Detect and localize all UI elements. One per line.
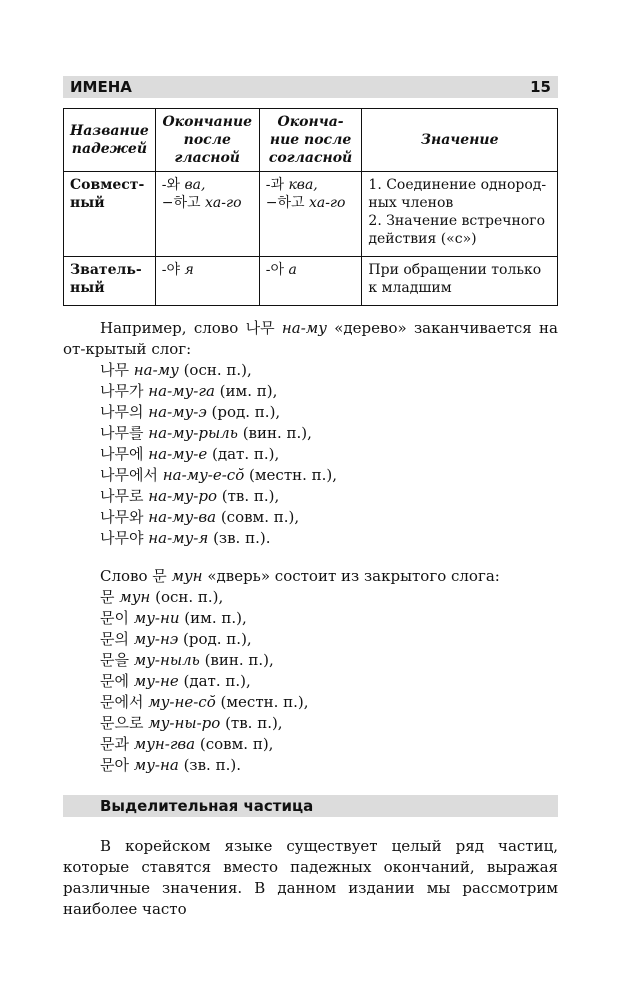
translit: на-му-я <box>148 529 209 547</box>
meaning-line: 1. Соединение однород-ных членов <box>368 177 547 211</box>
list-item <box>100 381 558 402</box>
ending-after-vowel <box>155 172 259 257</box>
case-gloss: (род. п.), <box>211 403 281 421</box>
korean-form: 문의 <box>100 630 129 648</box>
korean-form: 나무의 <box>100 403 144 421</box>
case-gloss: (род. п.), <box>183 630 252 648</box>
intro-text: Слово 문 <box>100 567 172 585</box>
translit: на-му-рыль <box>148 424 238 442</box>
translit: мун-гва <box>133 735 196 753</box>
ending-korean: -과 <box>265 177 284 193</box>
ending-after-consonant <box>259 172 362 257</box>
case-gloss: (им. п), <box>219 382 278 400</box>
ending-korean: -아 <box>265 262 284 278</box>
list-item <box>100 650 558 671</box>
table-row <box>64 257 558 306</box>
korean-form: 나무가 <box>100 382 144 400</box>
translit: му-ныль <box>133 651 200 669</box>
running-header <box>63 76 558 98</box>
korean-form: 문을 <box>100 651 129 669</box>
list-item <box>100 671 558 692</box>
korean-form: 문에 <box>100 672 129 690</box>
ending-after-vowel <box>155 257 259 306</box>
korean-form: 문이 <box>100 609 129 627</box>
korean-form: 나무와 <box>100 508 144 526</box>
declension-list-mun <box>100 587 558 776</box>
translit: на-му-ва <box>148 508 217 526</box>
list-item <box>100 486 558 507</box>
case-endings-table <box>63 108 558 306</box>
declension-list-namu <box>100 360 558 549</box>
intro-translit: мун <box>171 567 203 585</box>
intro-translit: на-му <box>281 319 327 337</box>
case-meaning <box>362 172 558 257</box>
korean-form: 나무를 <box>100 424 144 442</box>
intro-text: «дверь» состоит из закрытого слога: <box>202 567 500 585</box>
intro-text: «дерево» заканчивается на от-крытый слог: <box>63 319 558 358</box>
chapter-title: ИМЕНА <box>70 78 132 96</box>
section-heading: Выделительная частица <box>63 795 558 817</box>
list-item <box>100 629 558 650</box>
case-gloss: (осн. п.), <box>183 361 252 379</box>
korean-form: 문아 <box>100 756 129 774</box>
translit: на-му-э <box>148 403 207 421</box>
case-gloss: (местн. п.), <box>249 466 338 484</box>
translit: му-ни <box>133 609 180 627</box>
list-item <box>100 444 558 465</box>
ending-korean: -와 <box>161 177 181 193</box>
list-item <box>100 734 558 755</box>
list-item <box>100 692 558 713</box>
korean-form: 문 <box>100 588 115 606</box>
ending-translit: ква, <box>288 177 318 193</box>
translit: му-на <box>133 756 179 774</box>
header-after-vowel: Окончание после гласной <box>155 109 259 172</box>
list-item <box>100 528 558 549</box>
header-after-consonant: Оконча-ние после согласной <box>259 109 362 172</box>
table-header-row <box>64 109 558 172</box>
meaning-line: 2. Значение встречного действия («с») <box>368 213 546 247</box>
korean-form: 나무야 <box>100 529 144 547</box>
ending-translit: ха-го <box>308 195 346 211</box>
list-item <box>100 465 558 486</box>
translit: на-му-га <box>148 382 215 400</box>
korean-form: 나무로 <box>100 487 144 505</box>
ending-translit: ва, <box>184 177 206 193</box>
korean-form: 나무 <box>100 361 129 379</box>
case-meaning <box>362 257 558 306</box>
case-gloss: (дат. п.), <box>212 445 280 463</box>
table-row <box>64 172 558 257</box>
list-item <box>100 713 558 734</box>
case-name: Совмест-ный <box>64 172 156 257</box>
case-gloss: (зв. п.). <box>183 756 241 774</box>
korean-form: 나무에 <box>100 445 144 463</box>
korean-form: 문으로 <box>100 714 144 732</box>
korean-form: 문과 <box>100 735 129 753</box>
case-name: Зватель-ный <box>64 257 156 306</box>
translit: на-му-ро <box>148 487 217 505</box>
meaning-line: При обращении только к младшим <box>368 262 542 296</box>
translit: му-не-сŏ <box>148 693 216 711</box>
case-gloss: (дат. п.), <box>183 672 251 690</box>
ending-translit: а <box>288 262 297 278</box>
case-gloss: (вин. п.), <box>204 651 274 669</box>
translit: мун <box>119 588 151 606</box>
list-item <box>100 755 558 776</box>
translit: на-му-е-сŏ <box>162 466 245 484</box>
case-gloss: (совм. п), <box>199 735 274 753</box>
page-number: 15 <box>530 78 551 96</box>
translit: му-не <box>133 672 179 690</box>
case-gloss: (тв. п.), <box>225 714 283 732</box>
case-gloss: (совм. п.), <box>220 508 300 526</box>
ending-korean: −하고 <box>161 195 201 211</box>
ending-after-consonant <box>259 257 362 306</box>
translit: на-му-е <box>148 445 208 463</box>
translit: на-му <box>133 361 179 379</box>
list-item <box>100 608 558 629</box>
translit: му-ны-ро <box>148 714 221 732</box>
ending-korean: -야 <box>161 262 181 278</box>
intro-paragraph-1 <box>63 318 558 360</box>
case-gloss: (вин. п.), <box>242 424 312 442</box>
intro-text: Например, слово 나무 <box>100 319 282 337</box>
list-item <box>100 587 558 608</box>
korean-form: 문에서 <box>100 693 144 711</box>
case-gloss: (тв. п.), <box>221 487 280 505</box>
ending-translit: я <box>184 262 194 278</box>
case-gloss: (им. п.), <box>184 609 247 627</box>
intro-paragraph-2 <box>100 566 558 587</box>
header-meaning: Значение <box>362 109 558 172</box>
list-item <box>100 402 558 423</box>
case-gloss: (зв. п.). <box>213 529 271 547</box>
translit: му-нэ <box>133 630 179 648</box>
case-gloss: (местн. п.), <box>220 693 309 711</box>
list-item <box>100 507 558 528</box>
ending-korean: −하고 <box>265 195 305 211</box>
case-gloss: (осн. п.), <box>155 588 224 606</box>
body-paragraph: В корейском языке существует целый ряд частиц, которые ставятся вместо падежных окончаний, выражая различные значения. В данном издании мы рассмотрим наиболее часто <box>63 837 558 918</box>
list-item <box>100 360 558 381</box>
korean-form: 나무에서 <box>100 466 158 484</box>
list-item <box>100 423 558 444</box>
ending-translit: ха-го <box>205 195 242 211</box>
header-case-name: Название падежей <box>64 109 156 172</box>
